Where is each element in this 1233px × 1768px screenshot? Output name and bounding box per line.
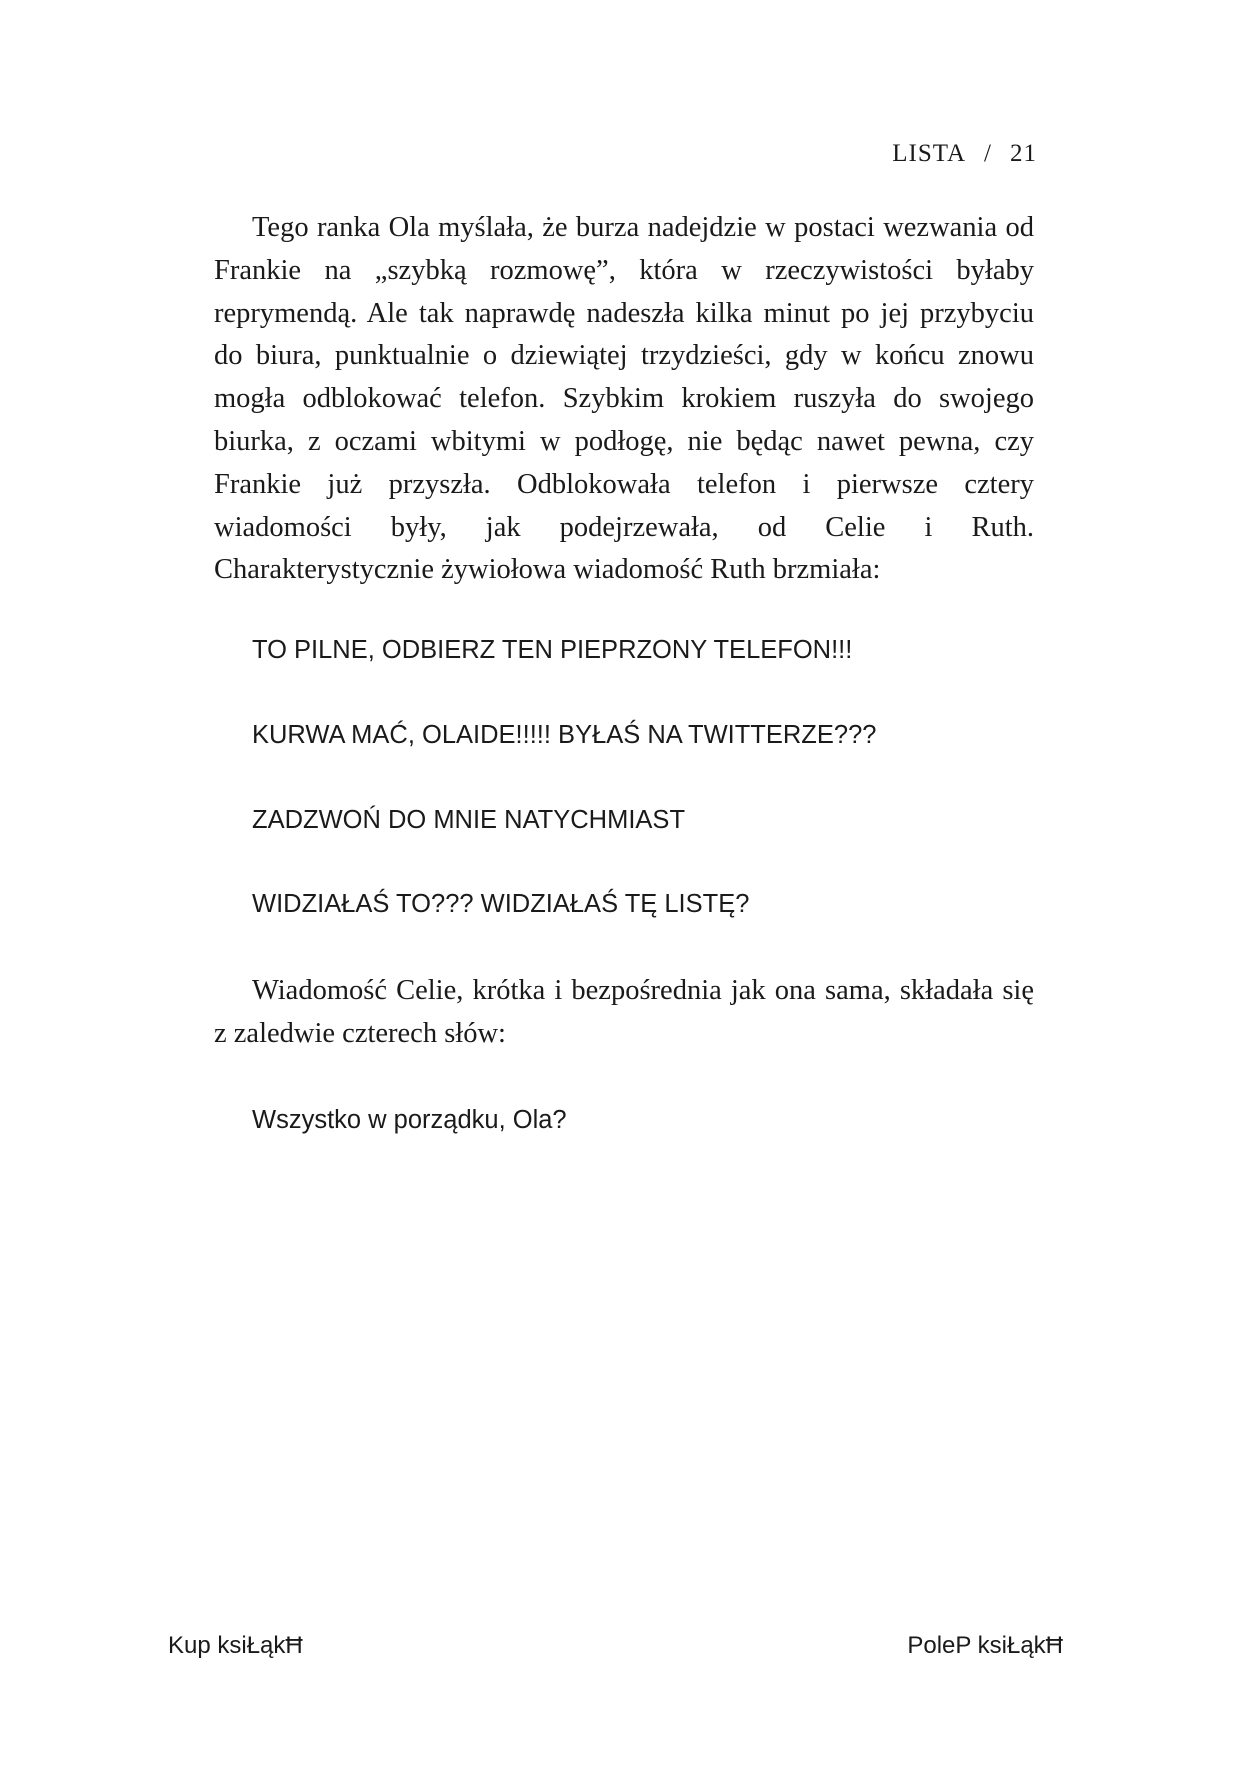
- text-message-ruth-2: KURWA MAĆ, OLAIDE!!!!! BYŁAŚ NA TWITTERZE???: [252, 721, 877, 749]
- chapter-title: LISTA: [892, 140, 967, 167]
- paragraph-intro: Tego ranka Ola myślała, że burza nadejdzie w postaci wezwania od Frankie na „szybką rozmowę”, która w rzeczywistości byłaby reprymendą. Ale tak naprawdę nadeszła kilka minut po jej przybyciu do biura, punktualnie o dziewiątej trzydzieści, gdy w końcu znowu mogła odblokować telefon. Szybkim krokiem ruszyła do swojego biurka, z oczami wbitymi w podłogę, nie będąc nawet pewna, czy Frankie już przyszła. Odblokowała telefon i pierwsze cztery wiadomości były, jak podejrzewała, od Celie i Ruth. Charakterystycznie żywiołowa wiadomość Ruth brzmiała:: [214, 212, 1034, 586]
- buy-book-link[interactable]: Kup ksiŁąkĦ: [168, 1632, 303, 1659]
- text-message-ruth-3: ZADZWOŃ DO MNIE NATYCHMIAST: [252, 806, 686, 834]
- header-separator: /: [984, 140, 992, 167]
- running-header: [892, 140, 1037, 168]
- paragraph-celie: Wiadomość Celie, krótka i bezpośrednia jak ona sama, składała się z zaledwie czterech słów:: [214, 975, 1034, 1049]
- recommend-book-link[interactable]: PoleP ksiŁąkĦ: [907, 1632, 1063, 1659]
- text-message-celie: Wszystko w porządku, Ola?: [252, 1106, 567, 1134]
- text-message-ruth-4: WIDZIAŁAŚ TO??? WIDZIAŁAŚ TĘ LISTĘ?: [252, 890, 750, 918]
- page-number: 21: [1010, 140, 1037, 167]
- text-message-ruth-1: TO PILNE, ODBIERZ TEN PIEPRZONY TELEFON!!!: [252, 636, 853, 664]
